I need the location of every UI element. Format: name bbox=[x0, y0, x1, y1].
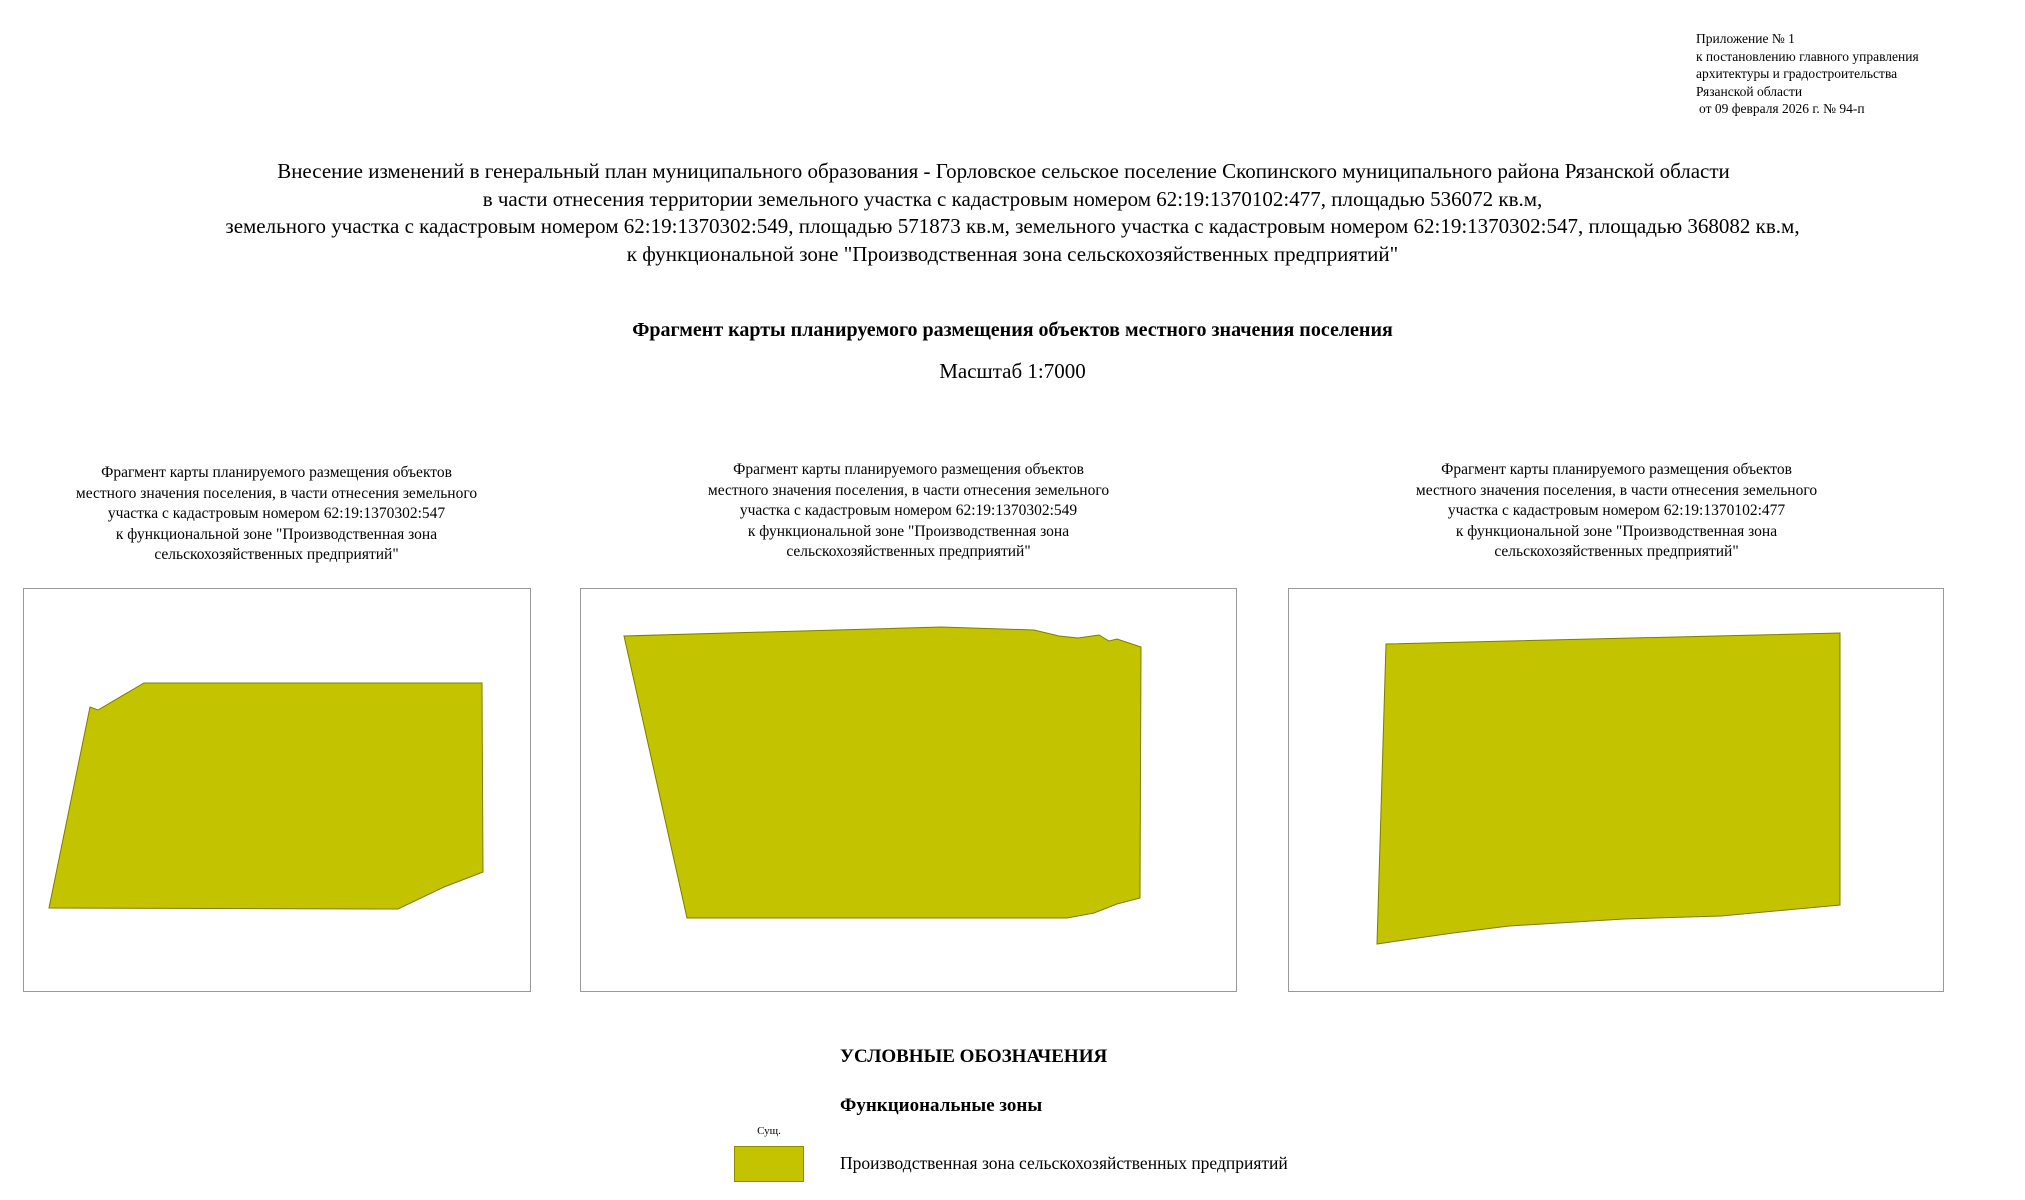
fragment-caption-line: к функциональной зоне "Производственная зона bbox=[1455, 522, 1778, 540]
map-subtitle: Фрагмент карты планируемого размещения объектов местного значения поселения bbox=[632, 319, 1393, 341]
legend-column-label: Сущ. bbox=[757, 1125, 781, 1137]
fragment-caption-line: к функциональной зоне "Производственная зона bbox=[115, 525, 438, 543]
map-fragment-svg-2 bbox=[581, 589, 1236, 991]
map-fragment-svg-3 bbox=[1289, 589, 1943, 991]
fragment-caption-line: Фрагмент карты планируемого размещения объектов bbox=[733, 461, 1084, 478]
zone-parcel-62-19-1370102-477 bbox=[1377, 633, 1840, 944]
zone-parcel-62-19-1370302-549 bbox=[624, 627, 1141, 918]
map-fragment-frame-1 bbox=[23, 588, 531, 992]
zone-parcel-62-19-1370302-547 bbox=[49, 683, 483, 909]
fragment-caption-line: участка с кадастровым номером 62:19:1370102:477 bbox=[1447, 502, 1786, 519]
fragment-caption-line: местного значения поселения, в части отнесения земельного bbox=[707, 481, 1110, 499]
fragment-caption-line: сельскохозяйственных предприятий" bbox=[786, 543, 1031, 560]
fragment-caption-line: Фрагмент карты планируемого размещения объектов bbox=[101, 464, 452, 481]
document-title bbox=[0, 158, 2025, 268]
fragment-caption-3 bbox=[1288, 460, 1945, 563]
appendix-line: Приложение № 1 bbox=[1696, 31, 1795, 46]
fragment-caption-line: местного значения поселения, в части отнесения земельного bbox=[75, 484, 478, 502]
fragment-caption-1 bbox=[23, 463, 530, 566]
appendix-line: Рязанской области bbox=[1696, 83, 1803, 99]
legend-title: УСЛОВНЫЕ ОБОЗНАЧЕНИЯ bbox=[840, 1046, 1108, 1067]
fragment-caption-line: сельскохозяйственных предприятий" bbox=[1494, 543, 1739, 560]
appendix-line: от 09 февраля 2026 г. № 94-п bbox=[1699, 101, 1865, 116]
fragment-caption-line: Фрагмент карты планируемого размещения объектов bbox=[1441, 461, 1792, 478]
map-fragment-svg-1 bbox=[24, 589, 530, 991]
fragment-caption-line: местного значения поселения, в части отнесения земельного bbox=[1415, 481, 1818, 499]
map-scale: Масштаб 1:7000 bbox=[939, 359, 1086, 383]
legend-swatch-agricultural-zone bbox=[734, 1146, 804, 1182]
legend-subtitle: Функциональные зоны bbox=[840, 1095, 1043, 1116]
document-title-line: земельного участка с кадастровым номером 62:19:1370302:549, площадью 571873 кв.м, земельного участка с кадастровым номером 62:19:1370302:547, площадью 368082 кв.м, bbox=[225, 214, 1800, 238]
fragment-caption-line: сельскохозяйственных предприятий" bbox=[154, 546, 399, 563]
appendix-line: архитектуры и градостроительства bbox=[1696, 66, 1898, 81]
fragment-caption-2 bbox=[580, 460, 1237, 563]
fragment-caption-line: к функциональной зоне "Производственная зона bbox=[747, 522, 1070, 540]
legend-label-agricultural-zone: Производственная зона сельскохозяйственных предприятий bbox=[840, 1153, 1288, 1173]
appendix-line: к постановлению главного управления bbox=[1696, 48, 1919, 64]
document-title-line: Внесение изменений в генеральный план муниципального образования - Горловское сельское поселение Скопинского муниципального района Рязанской области bbox=[277, 159, 1730, 183]
map-fragment-frame-3 bbox=[1288, 588, 1944, 992]
appendix-note bbox=[1696, 30, 2016, 118]
fragment-caption-line: участка с кадастровым номером 62:19:1370302:549 bbox=[739, 502, 1078, 519]
document-title-line: в части отнесения территории земельного участка с кадастровым номером 62:19:1370102:477, площадью 536072 кв.м, bbox=[482, 186, 1543, 211]
map-fragment-frame-2 bbox=[580, 588, 1237, 992]
document-title-line: к функциональной зоне "Производственная зона сельскохозяйственных предприятий" bbox=[626, 241, 1399, 266]
fragment-caption-line: участка с кадастровым номером 62:19:1370302:547 bbox=[107, 505, 446, 522]
